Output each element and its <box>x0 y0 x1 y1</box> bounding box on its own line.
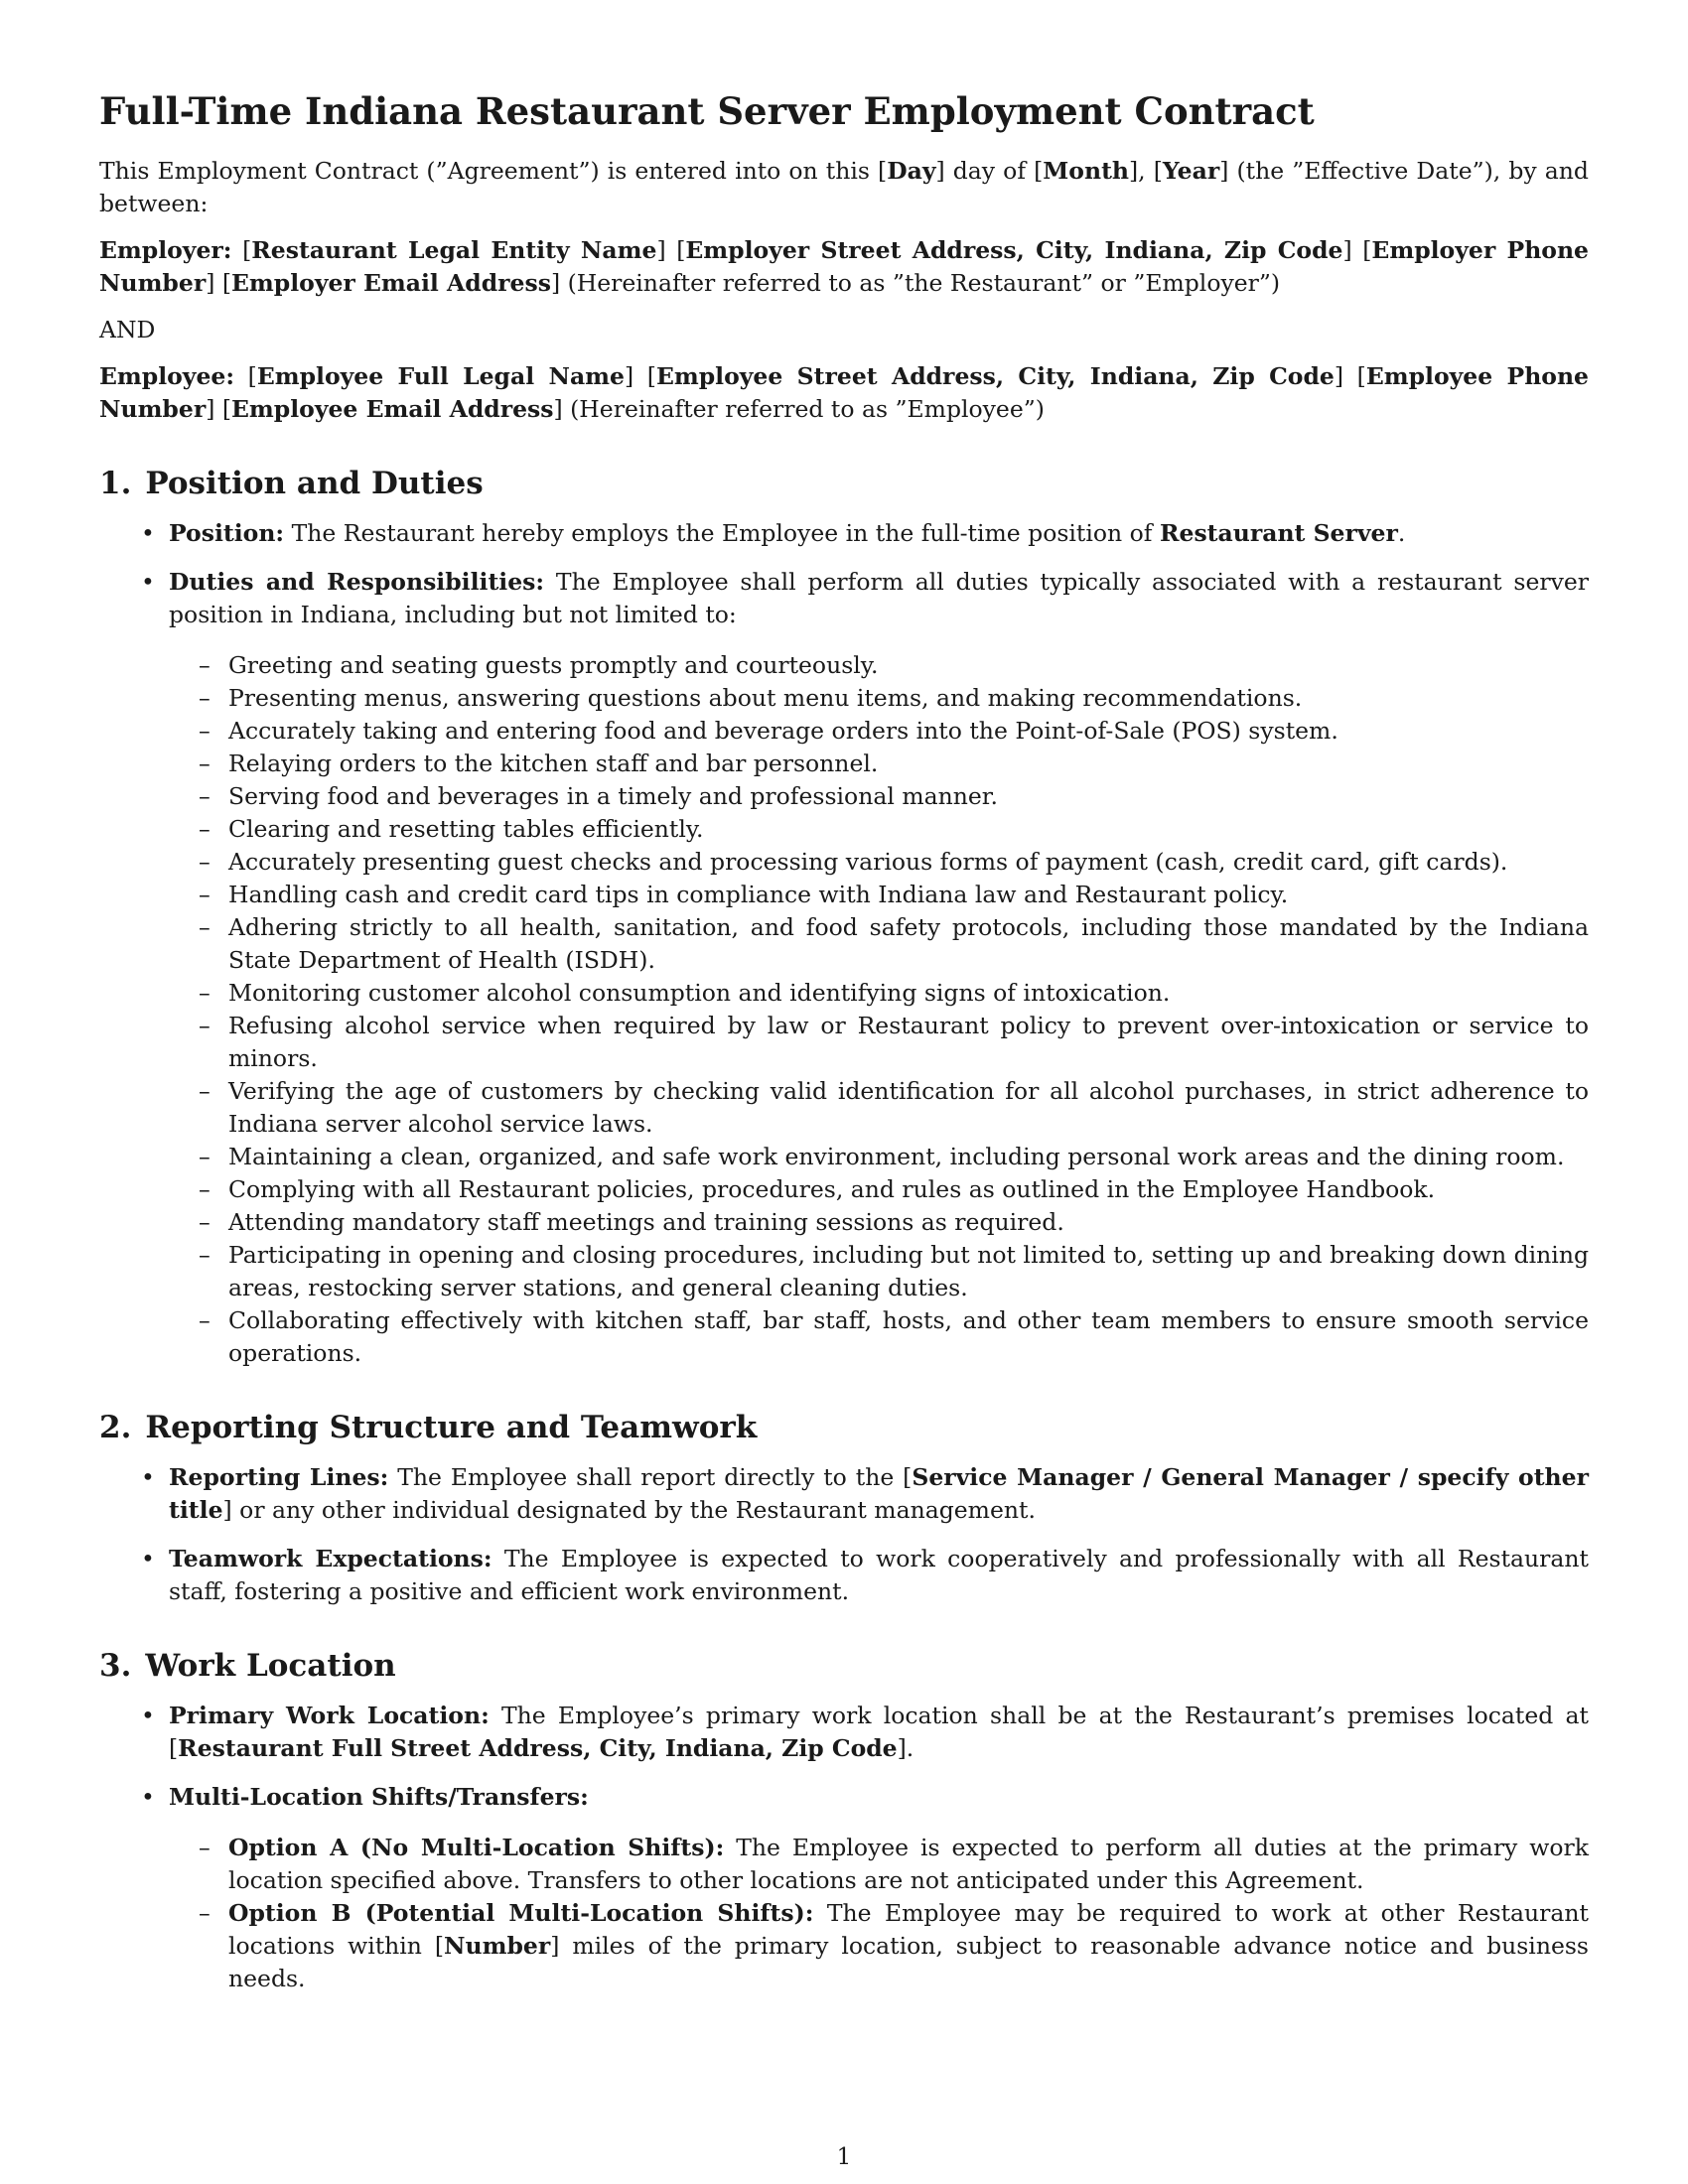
position-item: • Position: The Restaurant hereby employs the Employee in the full-time position of Restaurant Server. <box>169 517 1589 550</box>
option-a-label: Option A (No Multi-Location Shifts): <box>228 1834 725 1861</box>
employee-email: Employee Email Address <box>231 395 554 423</box>
reporting-text: The Employee shall report directly to the [ <box>397 1463 913 1491</box>
duty-item: – Clearing and resetting tables efficiently. <box>228 813 1589 846</box>
intro-text: ] (the ”Effective Date”), by and between: <box>99 157 1589 217</box>
duty-item: – Collaborating effectively with kitchen staff, bar staff, hosts, and other team members to ensure smooth service operations. <box>228 1304 1589 1370</box>
duty-item: – Attending mandatory staff meetings and training sessions as required. <box>228 1206 1589 1239</box>
section-title: Work Location <box>145 1648 396 1684</box>
reporting-text: ] or any other individual designated by the Restaurant management. <box>222 1496 1036 1524</box>
duty-item: – Refusing alcohol service when required by law or Restaurant policy to prevent over-intoxication or service to minors. <box>228 1010 1589 1075</box>
duties-text: The Employee shall perform all duties typically associated with a restaurant server position in Indiana, including but not limited to: <box>169 568 1589 628</box>
teamwork-text: The Employee is expected to work cooperatively and professionally with all Restaurant staff, fostering a positive and efficient work environment. <box>169 1545 1589 1605</box>
primary-location-text: The Employee’s primary work location shall be at the Restaurant’s premises located at [ <box>169 1702 1589 1762</box>
duty-item: – Verifying the age of customers by checking valid identification for all alcohol purchases, in strict adherence to Indiana server alcohol service laws. <box>228 1075 1589 1141</box>
section-number: 1. <box>99 466 132 501</box>
primary-location-address: Restaurant Full Street Address, City, Indiana, Zip Code <box>178 1734 898 1762</box>
teamwork-item <box>169 1543 1589 1608</box>
option-b-text: The Employee may be required to work at other Restaurant locations within [ <box>228 1899 1589 1960</box>
option-a-item <box>228 1832 1589 1897</box>
duty-item: – Participating in opening and closing procedures, including but not limited to, setting up and breaking down dining areas, restocking server stations, and general cleaning duties. <box>228 1239 1589 1304</box>
employer-legal-name: Restaurant Legal Entity Name <box>251 236 657 264</box>
employer-label: Employer: <box>99 236 232 264</box>
reporting-label: Reporting Lines: <box>169 1463 389 1491</box>
employee-label: Employee: <box>99 362 235 390</box>
section-heading-position-duties <box>99 464 1589 503</box>
intro-text: ] day of [ <box>935 157 1044 185</box>
duty-item: – Greeting and seating guests promptly and courteously. <box>228 649 1589 682</box>
duty-item: – Adhering strictly to all health, sanitation, and food safety protocols, including those mandated by the Indiana State Department of Health (ISDH). <box>228 911 1589 977</box>
reporting-item <box>169 1461 1589 1527</box>
section-heading-reporting <box>99 1408 1589 1447</box>
and-separator: AND <box>99 316 156 343</box>
duties-item <box>169 566 1589 1370</box>
year-placeholder: Year <box>1162 157 1220 185</box>
section-heading-work-location <box>99 1646 1589 1686</box>
position-text: The Restaurant hereby employs the Employee in the full-time position of <box>291 519 1153 547</box>
section3-list <box>99 1700 1589 1995</box>
multi-location-options <box>169 1832 1589 1995</box>
section-title: Reporting Structure and Teamwork <box>145 1410 758 1445</box>
document-title: Full-Time Indiana Restaurant Server Employment Contract <box>99 89 1315 133</box>
duty-item: – Handling cash and credit card tips in compliance with Indiana law and Restaurant policy. <box>228 879 1589 911</box>
option-a-text: The Employee is expected to perform all duties at the primary work location specified above. Transfers to other locations are not anticipated under this Agreement. <box>228 1834 1589 1894</box>
option-b-text: ] miles of the primary location, subject to reasonable advance notice and business needs. <box>228 1932 1589 1992</box>
duty-item: – Presenting menus, answering questions about menu items, and making recommendations. <box>228 682 1589 715</box>
position-title: Restaurant Server <box>1159 519 1398 547</box>
option-b-label: Option B (Potential Multi-Location Shifts): <box>228 1899 814 1927</box>
employee-legal-name: Employee Full Legal Name <box>256 362 625 390</box>
section-title: Position and Duties <box>145 466 484 501</box>
employer-address: Employer Street Address, City, Indiana, Zip Code <box>685 236 1343 264</box>
section1-list <box>99 517 1589 1370</box>
multi-location-item <box>169 1781 1589 1995</box>
intro-text: This Employment Contract (”Agreement”) is entered into on this [ <box>99 157 888 185</box>
intro-paragraph <box>99 155 1589 220</box>
employer-reference: (Hereinafter referred to as ”the Restaurant” or ”Employer”) <box>567 269 1281 297</box>
duties-list <box>169 649 1589 1370</box>
multi-location-label: Multi-Location Shifts/Transfers: <box>169 1783 589 1811</box>
employer-block: Employer: [Restaurant Legal Entity Name] [Employer Street Address, City, Indiana, Zip Code] [Employer Phone Number] [Employer Email Address] (Hereinafter referred to as ”the Restaurant” or ”Employer”) <box>99 236 1589 297</box>
teamwork-label: Teamwork Expectations: <box>169 1545 492 1572</box>
page-number: 1 <box>836 2144 852 2170</box>
employee-address: Employee Street Address, City, Indiana, Zip Code <box>655 362 1335 390</box>
day-placeholder: Day <box>887 157 936 185</box>
section2-list <box>99 1461 1589 1608</box>
employee-phone: Employee Phone Number <box>99 362 1590 423</box>
primary-location-item <box>169 1700 1589 1765</box>
primary-location-text: ]. <box>897 1734 914 1762</box>
employee-block: Employee: [Employee Full Legal Name] [Employee Street Address, City, Indiana, Zip Code] [Employee Phone Number] [Employee Email Address] (Hereinafter referred to as ”Employee”) <box>99 362 1590 423</box>
duty-item: – Relaying orders to the kitchen staff and bar personnel. <box>228 748 1589 780</box>
duties-label: Duties and Responsibilities: <box>169 568 545 596</box>
reporting-role: Service Manager / General Manager / specify other title <box>169 1463 1589 1524</box>
contract-page <box>99 87 1589 2011</box>
employer-phone: Employer Phone Number <box>99 236 1589 297</box>
section-number: 3. <box>99 1648 132 1684</box>
duty-item: – Maintaining a clean, organized, and safe work environment, including personal work areas and the dining room. <box>228 1141 1589 1173</box>
employer-email: Employer Email Address <box>231 269 551 297</box>
duty-item: – Accurately taking and entering food and beverage orders into the Point-of-Sale (POS) system. <box>228 715 1589 748</box>
option-b-number: Number <box>444 1932 551 1960</box>
duty-item: – Monitoring customer alcohol consumption and identifying signs of intoxication. <box>228 977 1589 1010</box>
position-label: Position: <box>169 519 285 547</box>
section-number: 2. <box>99 1410 132 1445</box>
duty-item: – Accurately presenting guest checks and processing various forms of payment (cash, credit card, gift cards). <box>228 846 1589 879</box>
intro-text: ], [ <box>1129 157 1163 185</box>
employee-reference: (Hereinafter referred to as ”Employee”) <box>570 395 1045 423</box>
option-b-item <box>228 1897 1589 1995</box>
duty-item: – Serving food and beverages in a timely and professional manner. <box>228 780 1589 813</box>
month-placeholder: Month <box>1043 157 1130 185</box>
duty-item: – Complying with all Restaurant policies, procedures, and rules as outlined in the Employee Handbook. <box>228 1173 1589 1206</box>
primary-location-label: Primary Work Location: <box>169 1702 490 1729</box>
